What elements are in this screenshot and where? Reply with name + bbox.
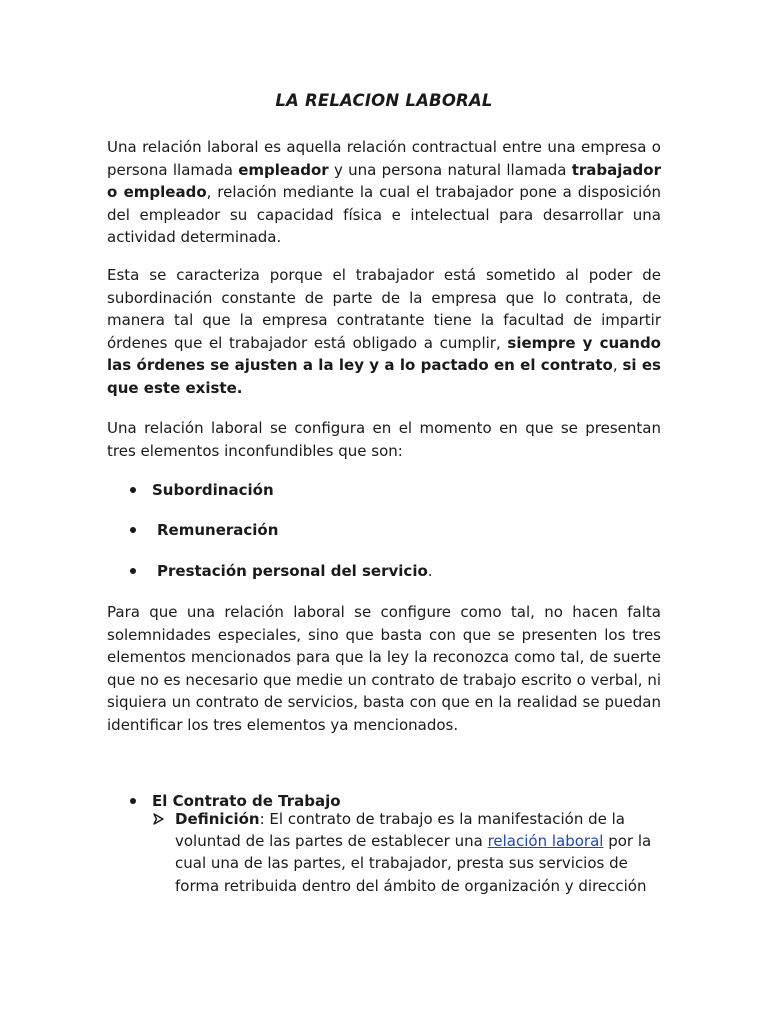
paragraph-definition xyxy=(107,136,661,249)
bullet-dot-icon xyxy=(130,798,136,804)
paragraph-text: , xyxy=(612,356,623,375)
bold-phrase-ley: siempre y cuando las órdenes se ajusten a la ley y a lo pactado en el contrato xyxy=(107,333,661,375)
definition-text: por la cual una de las partes, el trabajador, presta sus servicios de forma retribuida dentro del ámbito de organización y dirección xyxy=(175,832,652,895)
section-heading: El Contrato de Trabajo xyxy=(152,792,341,810)
paragraph-solemnities: Para que una relación laboral se configure como tal, no hacen falta solemnidades especiales, sino que basta con que se presenten los tres elementos mencionados para que la ley la reconozca como tal, de suerte que no es necesario que medie un contrato de trabajo escrito o verbal, ni siquiera un contrato de servicios, basta con que en la realidad se puedan identificar los tres elementos ya mencionados. xyxy=(107,603,661,734)
paragraph-text: , relación mediante la cual el trabajador pone a disposición del empleador su capacidad física e intelectual para desarrollar una actividad determinada. xyxy=(107,183,661,247)
list-item-label: Remuneración xyxy=(157,521,279,539)
list-item-suffix: . xyxy=(427,562,433,580)
paragraph-subordination xyxy=(107,264,661,400)
bold-phrase-existe: si es que este existe. xyxy=(107,356,661,397)
bold-term-trabajador: trabajador o empleado xyxy=(107,160,661,202)
bullet-dot-icon xyxy=(130,487,136,493)
definition-label: Definición xyxy=(175,810,260,828)
arrow-bullet-icon xyxy=(152,812,166,826)
paragraph-text: Esta se caracteriza porque el trabajador está sometido al poder de subordinación constante de parte de la empresa que lo contrata, de manera tal que la empresa contratante tiene la facultad de impartir órdenes que el trabajador está obligado a cumplir, xyxy=(107,266,661,352)
list-item-label: Subordinación xyxy=(152,481,274,499)
document-title: LA RELACION LABORAL xyxy=(275,91,493,110)
definition-text: : El contrato de trabajo es la manifestación de la voluntad de las partes de establecer una xyxy=(175,810,625,851)
bullet-dot-icon xyxy=(130,527,136,533)
paragraph-elements-intro: Una relación laboral se configura en el momento en que se presentan tres elementos inconfundibles que son: xyxy=(107,419,661,460)
paragraph-text: y una persona natural llamada xyxy=(328,160,572,179)
definition-item xyxy=(175,808,655,897)
list-item-label: Prestación personal del servicio xyxy=(157,562,428,580)
list-item-prestacion xyxy=(157,560,433,582)
relacion-laboral-link[interactable]: relación laboral xyxy=(487,832,604,851)
bold-term-empleador: empleador xyxy=(238,160,329,179)
paragraph-text: Una relación laboral es aquella relación contractual entre una empresa o persona llamada xyxy=(107,138,661,179)
list-item-subordinacion xyxy=(152,479,274,501)
bullet-dot-icon xyxy=(130,568,136,574)
list-item-remuneracion xyxy=(157,519,278,541)
